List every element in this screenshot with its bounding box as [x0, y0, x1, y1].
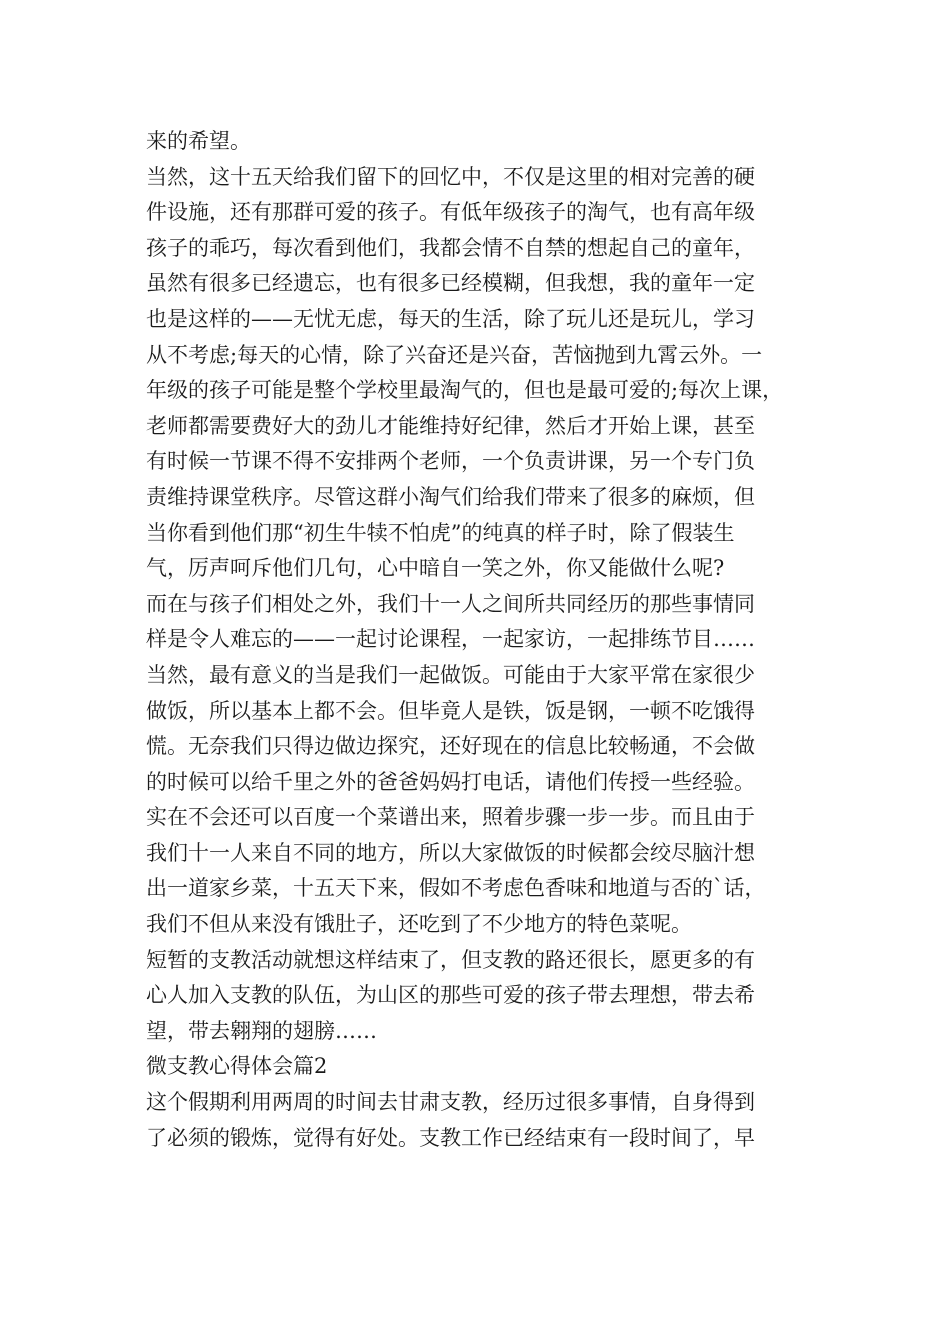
- text-line: 实在不会还可以百度一个菜谱出来，照着步骤一步一步。而且由于: [146, 805, 755, 830]
- text-line: 这个假期利用两周的时间去甘肃支教，经历过很多事情，自身得到: [146, 1090, 755, 1115]
- section-heading: 微支教心得体会篇2: [146, 1054, 328, 1079]
- text-line: 而在与孩子们相处之外，我们十一人之间所共同经历的那些事情同: [146, 591, 755, 616]
- text-line: 望，带去翱翔的翅膀……: [146, 1018, 377, 1043]
- document-body: [146, 124, 836, 1156]
- text-line: 慌。无奈我们只得边做边探究，还好现在的信息比较畅通，不会做: [146, 734, 755, 759]
- text-line: 做饭，所以基本上都不会。但毕竟人是铁，饭是钢，一顿不吃饿得: [146, 698, 755, 723]
- text-line: 的时候可以给千里之外的爸爸妈妈打电话，请他们传授一些经验。: [146, 769, 755, 794]
- text-line: 有时候一节课不得不安排两个老师，一个负责讲课，另一个专门负: [146, 449, 755, 474]
- text-line: 了必须的锻炼，觉得有好处。支教工作已经结束有一段时间了，早: [146, 1125, 755, 1150]
- text-line: 虽然有很多已经遗忘，也有很多已经模糊，但我想，我的童年一定: [146, 271, 755, 296]
- text-line: 当然，这十五天给我们留下的回忆中，不仅是这里的相对完善的硬: [146, 164, 755, 189]
- text-line: 当你看到他们那“初生牛犊不怕虎”的纯真的样子时，除了假装生: [146, 520, 735, 545]
- text-line: 也是这样的——无忧无虑，每天的生活，除了玩儿还是玩儿，学习: [146, 306, 755, 331]
- text-line: 老师都需要费好大的劲儿才能维持好纪律，然后才开始上课，甚至: [146, 413, 755, 438]
- text-line: 我们不但从来没有饿肚子，还吃到了不少地方的特色菜呢。: [146, 912, 692, 937]
- text-line: 来的希望。: [146, 129, 251, 153]
- text-line: 件设施，还有那群可爱的孩子。有低年级孩子的淘气，也有高年级: [146, 200, 755, 225]
- text-line: 从不考虑;每天的心情，除了兴奋还是兴奋，苦恼抛到九霄云外。一: [146, 342, 763, 367]
- text-line: 责维持课堂秩序。尽管这群小淘气们给我们带来了很多的麻烦，但: [146, 484, 755, 509]
- text-line: 我们十一人来自不同的地方，所以大家做饭的时候都会绞尽脑汁想: [146, 840, 755, 865]
- text-line: 年级的孩子可能是整个学校里最淘气的，但也是最可爱的;每次上课，: [146, 378, 784, 403]
- text-line: 出一道家乡菜，十五天下来，假如不考虑色香味和地道与否的`话，: [146, 876, 766, 901]
- text-line: 气，厉声呵斥他们几句，心中暗自一笑之外，你又能做什么呢?: [146, 556, 725, 581]
- text-line: 样是令人难忘的——一起讨论课程，一起家访，一起排练节目……: [146, 627, 755, 652]
- text-line: 心人加入支教的队伍，为山区的那些可爱的孩子带去理想，带去希: [146, 983, 755, 1008]
- text-line: 短暂的支教活动就想这样结束了，但支教的路还很长，愿更多的有: [146, 947, 755, 972]
- text-line: 当然，最有意义的当是我们一起做饭。可能由于大家平常在家很少: [146, 662, 755, 687]
- text-line: 孩子的乖巧，每次看到他们，我都会情不自禁的想起自己的童年，: [146, 235, 755, 260]
